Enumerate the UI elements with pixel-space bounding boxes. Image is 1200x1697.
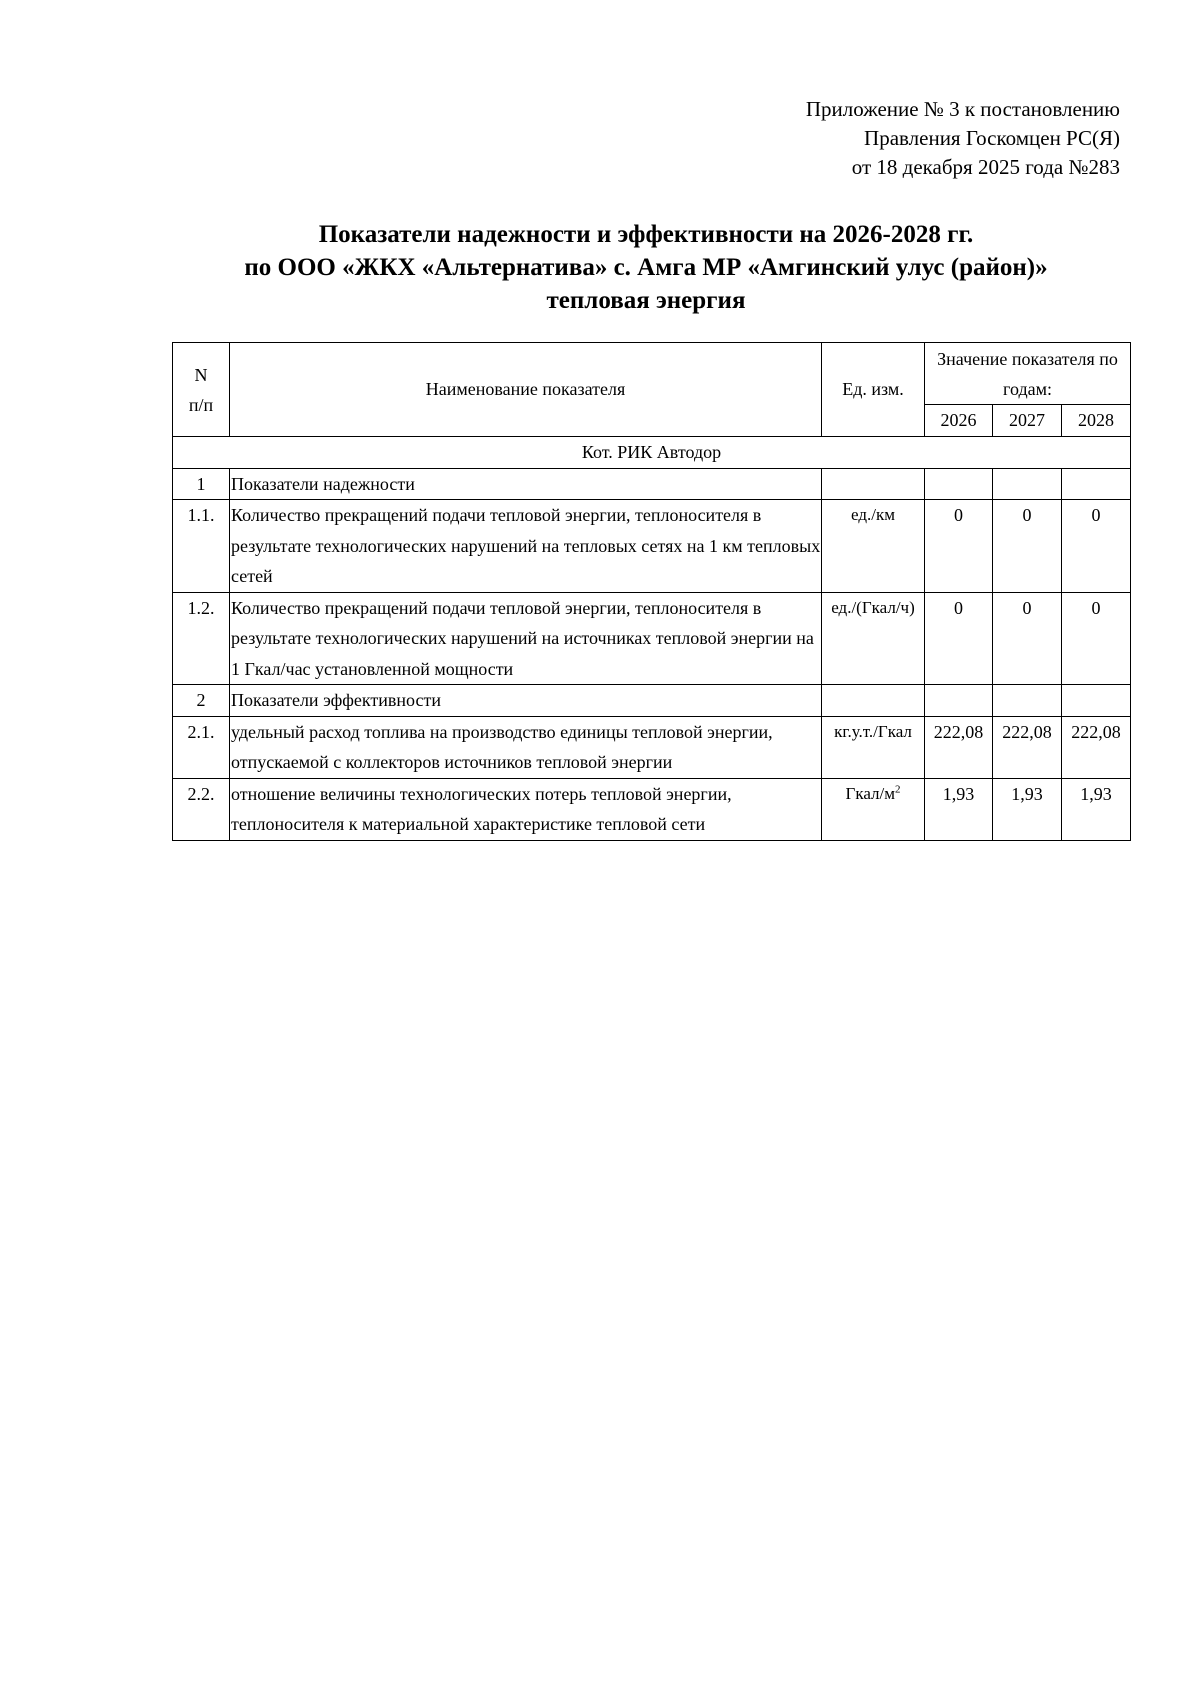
row-unit: ед./км [822, 500, 925, 593]
row-value-2026: 0 [925, 500, 993, 593]
row-name: Показатели надежности [230, 468, 822, 500]
row-name: Количество прекращений подачи тепловой энергии, теплоносителя в результате технологических нарушений на тепловых сетях на 1 км тепловых сетей [230, 500, 822, 593]
row-num: 2.1. [173, 716, 230, 778]
row-value-2026: 222,08 [925, 716, 993, 778]
appendix-line-1: Приложение № 3 к постановлению [805, 97, 1120, 121]
table-row [173, 716, 1131, 778]
row-value-2027: 222,08 [993, 716, 1062, 778]
header-num: N п/п [173, 343, 230, 437]
row-value-2028: 222,08 [1062, 716, 1131, 778]
row-value-2026: 0 [925, 592, 993, 685]
indicators-table [172, 342, 1131, 841]
section-title: Кот. РИК Автодор [173, 437, 1131, 469]
row-value-2028: 0 [1062, 592, 1131, 685]
row-num: 1 [173, 468, 230, 500]
row-num: 2.2. [173, 778, 230, 840]
row-value-2027 [993, 685, 1062, 717]
row-unit-superscript: 2 [895, 782, 901, 795]
appendix-line-3: от 18 декабря 2025 года №283 [851, 155, 1120, 179]
title-line-2: по ООО «ЖКХ «Альтернатива» с. Амга МР «Амгинский улус (район)» [244, 254, 1048, 281]
title-line-1: Показатели надежности и эффективности на 2026-2028 гг. [318, 221, 974, 248]
table-row [173, 685, 1131, 717]
row-unit [822, 778, 925, 840]
row-name: удельный расход топлива на производство единицы тепловой энергии, отпускаемой с коллекторов источников тепловой энергии [230, 716, 822, 778]
row-name: Показатели эффективности [230, 685, 822, 717]
appendix-reference [520, 95, 1120, 182]
row-value-2026: 1,93 [925, 778, 993, 840]
row-name: отношение величины технологических потерь тепловой энергии, теплоносителя к материальной характеристике тепловой сети [230, 778, 822, 840]
row-unit-base: Гкал/м [845, 783, 895, 803]
row-value-2027: 0 [993, 592, 1062, 685]
header-name: Наименование показателя [230, 343, 822, 437]
row-value-2027 [993, 468, 1062, 500]
title-line-3: тепловая энергия [546, 287, 746, 314]
row-num: 1.1. [173, 500, 230, 593]
row-unit [822, 685, 925, 717]
row-num: 1.2. [173, 592, 230, 685]
table-row [173, 468, 1131, 500]
header-year-2028: 2028 [1062, 405, 1131, 437]
header-unit: Ед. изм. [822, 343, 925, 437]
row-num: 2 [173, 685, 230, 717]
table-row [173, 778, 1131, 840]
row-value-2026 [925, 468, 993, 500]
section-title-row [173, 437, 1131, 469]
row-value-2027: 1,93 [993, 778, 1062, 840]
header-values-group: Значение показателя по годам: [925, 343, 1131, 405]
header-year-2026: 2026 [925, 405, 993, 437]
table-row [173, 500, 1131, 593]
row-unit: ед./(Гкал/ч) [822, 592, 925, 685]
row-value-2028: 0 [1062, 500, 1131, 593]
table-row [173, 592, 1131, 685]
row-value-2026 [925, 685, 993, 717]
document-title [172, 218, 1120, 317]
header-year-2027: 2027 [993, 405, 1062, 437]
appendix-line-2: Правления Госкомцен РС(Я) [864, 126, 1120, 150]
row-value-2028 [1062, 468, 1131, 500]
row-name: Количество прекращений подачи тепловой энергии, теплоносителя в результате технологических нарушений на источниках тепловой энергии на 1 Гкал/час установленной мощности [230, 592, 822, 685]
row-value-2028 [1062, 685, 1131, 717]
table-header-row [173, 343, 1131, 405]
row-value-2028: 1,93 [1062, 778, 1131, 840]
row-unit [822, 468, 925, 500]
row-unit: кг.у.т./Гкал [822, 716, 925, 778]
row-value-2027: 0 [993, 500, 1062, 593]
